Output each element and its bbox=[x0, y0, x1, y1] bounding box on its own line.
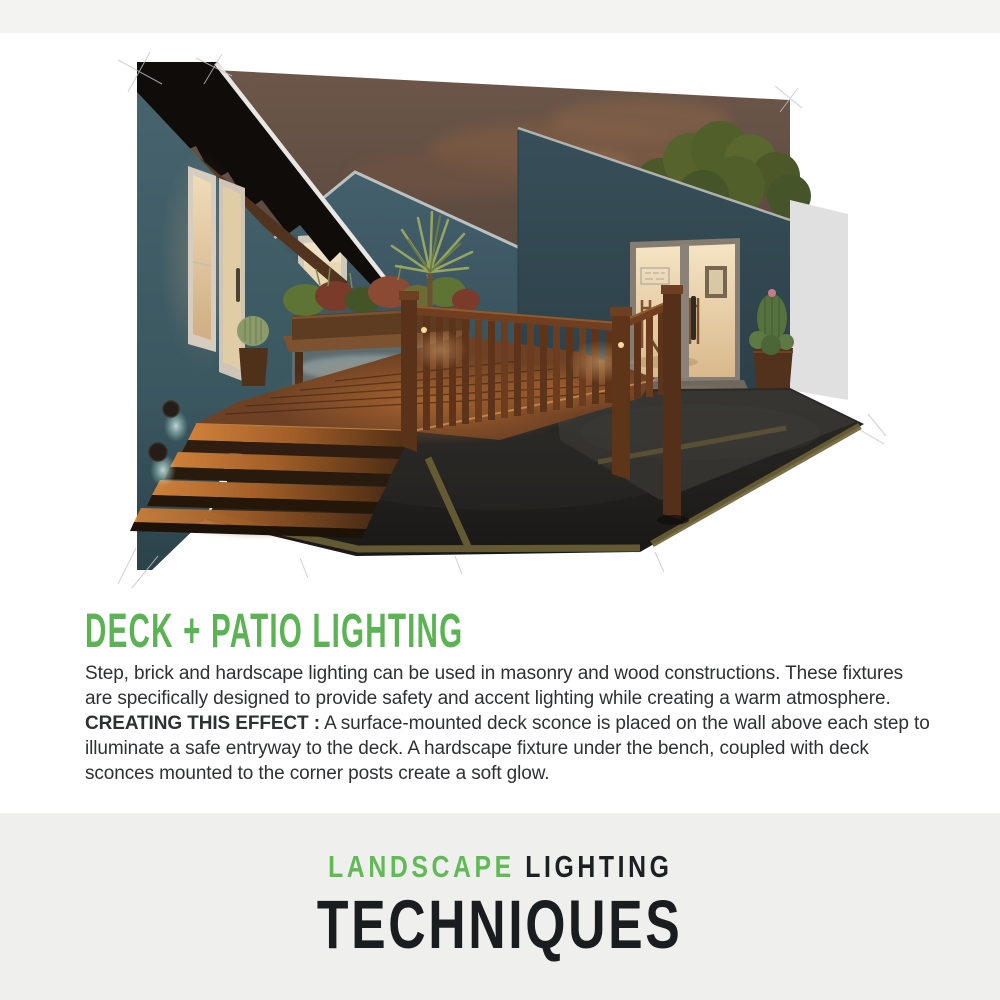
post-sconce-left bbox=[421, 327, 427, 333]
page-edge-band bbox=[790, 200, 848, 400]
intro-line-2: are specifically designed to provide safety and accent lighting while creating a warm atmosphere. bbox=[85, 688, 891, 709]
door-handle-right bbox=[691, 296, 696, 340]
effect-line-2: illuminate a safe entryway to the deck. A hardscape fixture under the bench, coupled with deck bbox=[85, 738, 869, 759]
effect-label: CREATING THIS EFFECT : bbox=[85, 713, 320, 734]
intro-paragraph bbox=[85, 661, 930, 711]
footer-title-text: TECHNIQUES bbox=[317, 886, 683, 963]
footer-subtitle bbox=[0, 849, 1000, 885]
left-door-handle bbox=[236, 268, 240, 302]
cactus-flower bbox=[768, 289, 776, 297]
step-sconce-upper bbox=[163, 401, 179, 417]
footer-word-landscape: LANDSCAPE bbox=[327, 849, 515, 884]
effect-paragraph bbox=[85, 711, 930, 786]
footer-word-lighting: LIGHTING bbox=[514, 849, 673, 884]
deck-sconce-glow-left bbox=[412, 330, 468, 370]
effect-line-1 bbox=[85, 711, 930, 736]
section-heading: DECK + PATIO LIGHTING bbox=[85, 604, 464, 659]
footer-title bbox=[0, 885, 1000, 964]
footer-band bbox=[0, 813, 1000, 1000]
intro-line-1: Step, brick and hardscape lighting can be used in masonry and wood constructions. These fixtures bbox=[85, 663, 904, 684]
effect-text-1: A surface-mounted deck sconce is placed on the wall above each step to bbox=[319, 713, 930, 734]
left-window bbox=[188, 166, 216, 352]
post-sconce-right bbox=[618, 342, 624, 348]
cactus-pot-left bbox=[237, 316, 269, 386]
step-sconce-lower bbox=[149, 443, 167, 461]
effect-line-3: sconces mounted to the corner posts create a soft glow. bbox=[85, 763, 550, 784]
